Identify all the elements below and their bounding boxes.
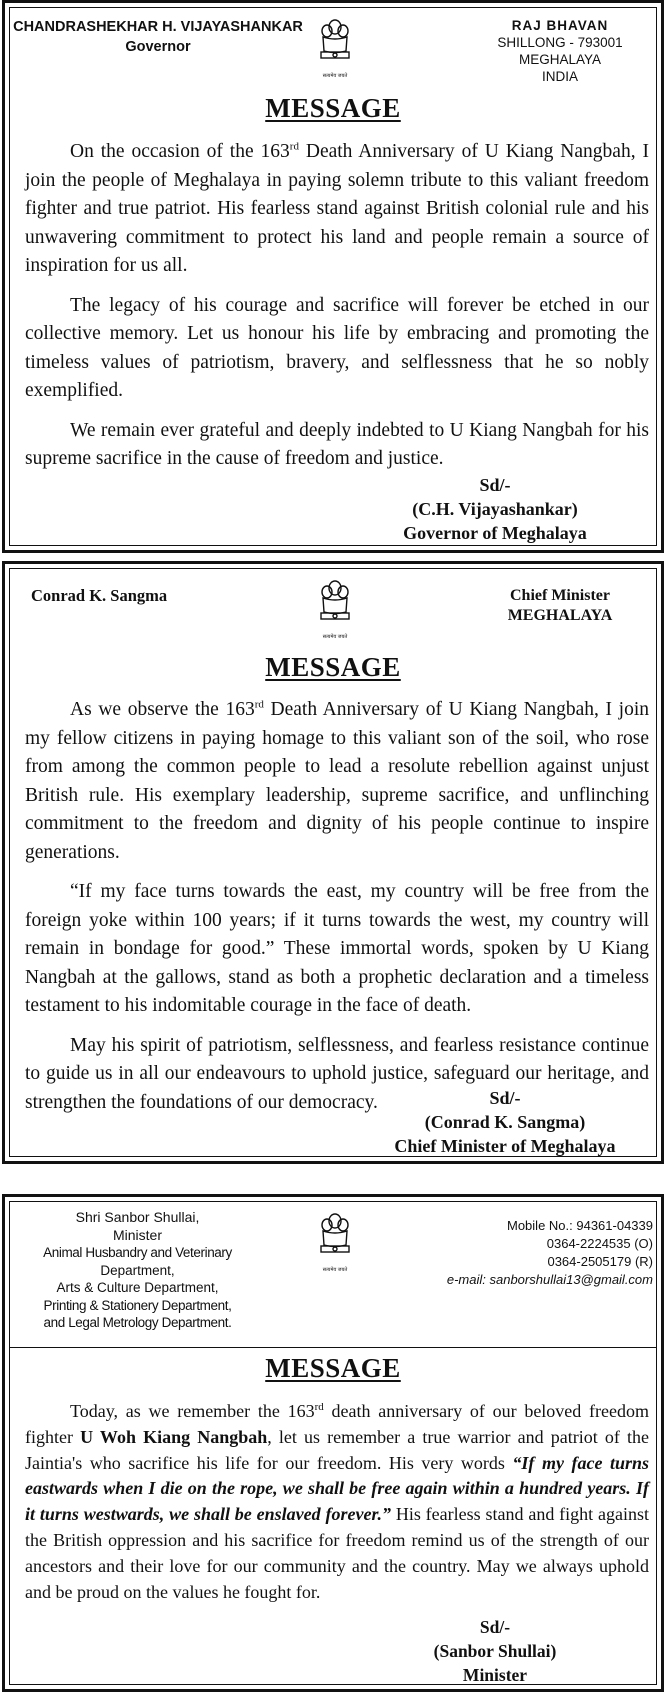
cm-name: Conrad K. Sangma	[31, 586, 168, 605]
minister-department: Arts & Culture Department,	[56, 1280, 219, 1295]
message-paragraph: The legacy of his courage and sacrifice will forever be etched in our collective memory. Let us honour his life by embracing and promoting the timeless values of patriotism, bravery, and selflessness that he so nobly exemplified.	[25, 294, 649, 401]
national-emblem-icon	[313, 1209, 357, 1271]
emblem-motto: सत्यमेव जयते	[322, 73, 348, 79]
signature-sd: Sd/-	[479, 1617, 511, 1637]
contact-email: e-mail: sanborshullai13@gmail.com	[446, 1272, 653, 1287]
emblem-graphic	[313, 576, 357, 638]
minister-department: Animal Husbandry and Veterinary	[43, 1245, 232, 1260]
minister-department: and Legal Metrology Department.	[43, 1315, 232, 1330]
address-line: RAJ BHAVAN	[511, 18, 609, 33]
message-paragraph	[25, 696, 649, 867]
signature-title: Chief Minister of Meghalaya	[394, 1136, 616, 1156]
minister-name: Shri Sanbor Shullai,	[75, 1209, 200, 1225]
governor-designation: Governor	[125, 39, 191, 55]
minister-message-body	[25, 1399, 649, 1616]
header-divider	[9, 1347, 657, 1348]
national-emblem-icon	[313, 15, 357, 77]
emblem-graphic	[313, 1209, 357, 1271]
text-run: Death Anniversary of U Kiang Nangbah, I join my fellow citizens in paying homage to this valiant son of the soil, who rose from among the common people to lead a resolute rebellion against unjust British rule. His exemplary leadership, supreme sacrifice, and unflinching commitment to the freedom and dignity of his people continue to inspire generations.	[25, 699, 650, 863]
governor-message-box	[2, 0, 664, 553]
minister-header	[25, 1209, 250, 1332]
governor-signature	[375, 473, 615, 545]
paragraph-rich-text	[25, 141, 649, 276]
signature-name: (Sanbor Shullai)	[433, 1641, 557, 1661]
superscript-text: rd	[289, 140, 299, 153]
address-line: SHILLONG - 793001	[497, 35, 623, 50]
message-title: MESSAGE	[265, 1353, 401, 1383]
minister-department: Printing & Stationery Department,	[43, 1297, 232, 1313]
emblem-graphic	[313, 15, 357, 77]
address-line: INDIA	[541, 69, 578, 84]
signature-sd: Sd/-	[479, 475, 511, 495]
paragraph-rich-text	[25, 1401, 649, 1602]
message-paragraph: May his spirit of patriotism, selflessness, and fearless resistance continue to guide us in all our endeavours to uphold justice, safeguard our heritage, and strengthen the foundations of our democracy.	[25, 1034, 649, 1113]
signature-name: (C.H. Vijayashankar)	[412, 499, 578, 519]
minister-signature	[385, 1615, 605, 1687]
text-run: Death Anniversary of U Kiang Nangbah, I join the people of Meghalaya in paying solemn tribute to this valiant freedom fighter and true patriot. His fearless stand against British colonial rule and his unwavering commitment to protect his land and people remain a source of inspiration for us all.	[25, 141, 649, 276]
minister-message-box	[2, 1194, 664, 1692]
message-paragraph	[25, 1399, 649, 1605]
emblem-motto: सत्यमेव जयते	[322, 1267, 348, 1273]
message-title: MESSAGE	[265, 652, 401, 682]
superscript-text: rd	[254, 698, 264, 711]
text-run: , let us remember a true warrior and patriot of the Jaintia's who sacrifice his life for our freedom. His very words	[25, 1426, 650, 1473]
cm-designation-line: MEGHALAYA	[507, 607, 613, 624]
minister-contact	[425, 1217, 653, 1289]
governor-address	[475, 17, 645, 85]
message-paragraph: We remain ever grateful and deeply indebted to U Kiang Nangbah for his supreme sacrifice in the cause of freedom and justice.	[25, 419, 649, 469]
signature-sd: Sd/-	[489, 1088, 521, 1108]
cm-designation	[475, 586, 645, 626]
cm-designation-line: Chief Minister	[510, 587, 610, 604]
text-run: “If my face turns eastwards when I die on the rope, we shall be free again within a hundred years. If it turns westwards, we shall be enslaved forever.”	[25, 1452, 649, 1525]
text-run: His fearless stand and fight against the British oppression and his sacrifice for freedom remind us of the strength of our ancestors and their love for our community and the country. May we always uphold and be proud on the values he fought for.	[25, 1504, 650, 1602]
contact-mobile: Mobile No.: 94361-04339	[507, 1218, 653, 1233]
contact-phone-office: 0364-2224535 (O)	[546, 1236, 653, 1251]
cm-signature	[385, 1086, 625, 1158]
governor-message-body	[25, 138, 649, 485]
chief-minister-message-box	[2, 561, 664, 1164]
minister-department: Department,	[100, 1262, 175, 1278]
signature-title: Minister	[462, 1665, 528, 1685]
signature-title: Governor of Meghalaya	[403, 523, 587, 543]
contact-phone-residence: 0364-2505179 (R)	[547, 1254, 653, 1269]
cm-message-body	[25, 696, 649, 1128]
text-run: U Woh Kiang Nangbah	[80, 1426, 268, 1447]
minister-designation: Minister	[112, 1226, 162, 1243]
text-run: Today, as we remember the 163	[70, 1401, 315, 1421]
governor-header	[13, 17, 303, 57]
message-paragraph	[25, 138, 649, 281]
governor-name: CHANDRASHEKHAR H. VIJAYASHANKAR	[13, 19, 303, 35]
text-run: As we observe the 163	[70, 699, 255, 720]
address-line: MEGHALAYA	[518, 52, 602, 67]
text-run: On the occasion of the 163	[70, 141, 290, 162]
message-paragraph: “If my face turns towards the east, my country will be free from the foreign yoke within 100 years; if it turns towards the west, my country will remain in bondage for good.” These immortal words, spoken by U Kiang Nangbah at the gallows, stand as both a prophetic declaration and a timeless testament to his indomitable courage in the face of death.	[25, 881, 649, 1016]
superscript-text: rd	[314, 1401, 324, 1413]
emblem-motto: सत्यमेव जयते	[322, 634, 348, 640]
signature-name: (Conrad K. Sangma)	[424, 1112, 586, 1132]
paragraph-rich-text	[25, 699, 649, 863]
text-run: death anniversary of our beloved freedom fighter	[25, 1401, 649, 1447]
national-emblem-icon	[313, 576, 357, 638]
message-title: MESSAGE	[265, 93, 401, 123]
